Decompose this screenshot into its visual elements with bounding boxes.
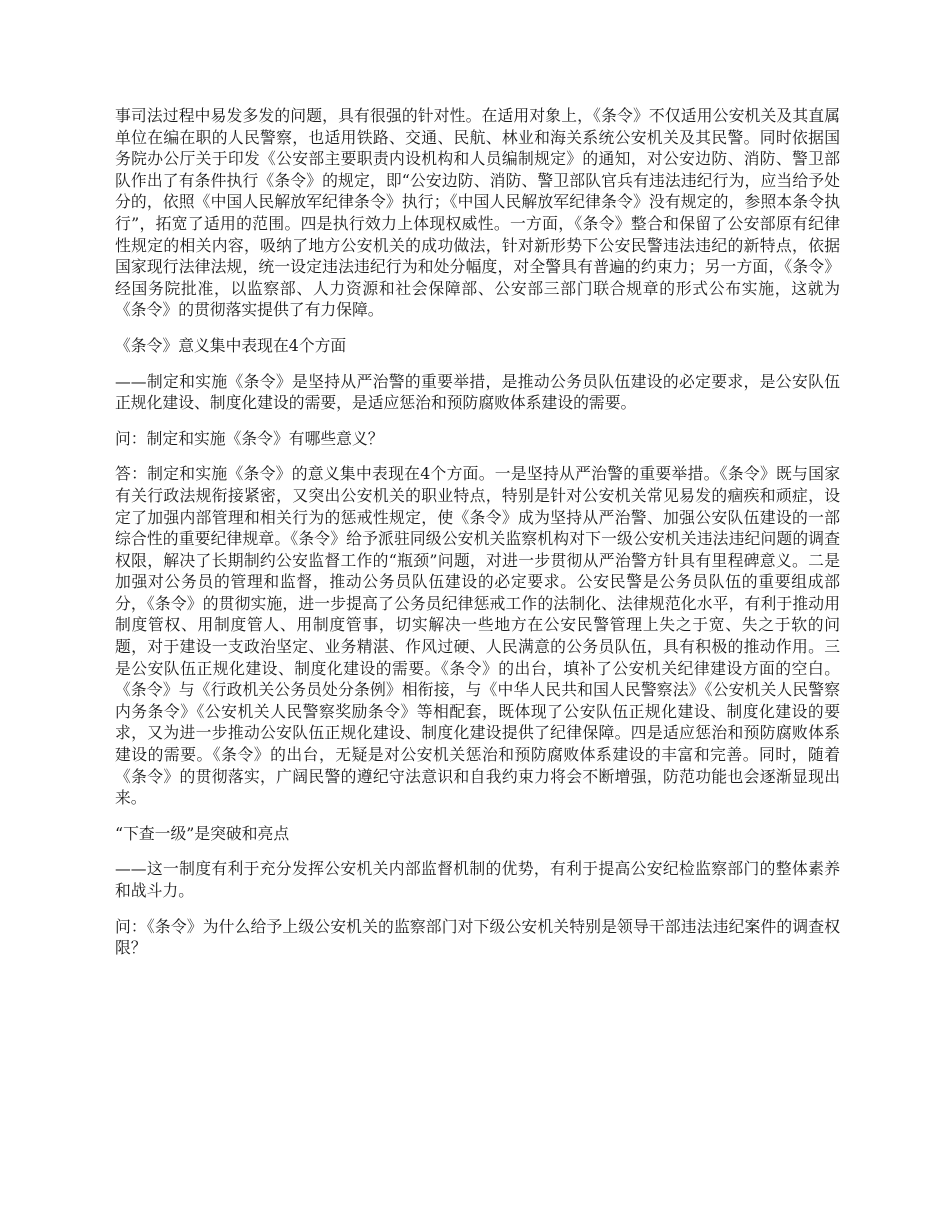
question-paragraph: 问：《条令》为什么给予上级公安机关的监察部门对下级公安机关特别是领导干部违法违纪案件的调查权限？: [115, 916, 840, 958]
question-paragraph: 问：制定和实施《条令》有哪些意义？: [115, 428, 384, 448]
section-heading: 《条令》意义集中表现在4个方面: [115, 335, 347, 355]
section-summary: ——这一制度有利于充分发挥公安机关内部监督机制的优势，有利于提高公安纪检监察部门的整体素养和战斗力。: [115, 859, 840, 900]
answer-paragraph: 答：制定和实施《条令》的意义集中表现在4个方面。一是坚持从严治警的重要举措。《条令》既与国家有关行政法规衔接紧密，又突出公安机关的职业特点，特别是针对公安机关常见易发的痼疾和顽症，设定了加强内部管理和相关行为的惩戒性规定，使《条令》成为坚持从严治警、加强公安队伍建设的一部综合性的重要纪律规章。《条令》给予派驻同级公安机关监察机构对下一级公安机关违法违纪问题的调查权限，解决了长期制约公安监督工作的“瓶颈”问题，对进一步贯彻从严治警方针具有里程碑意义。二是加强对公务员的管理和监督，推动公务员队伍建设的必定要求。公安民警是公务员队伍的重要组成部分，《条令》的贯彻实施，进一步提高了公务员纪律惩戒工作的法制化、法律规范化水平，有利于推动用制度管权、用制度管人、用制度管事，切实解决一些地方在公安民警管理上失之于宽、失之于软的问题，对于建设一支政治坚定、业务精湛、作风过硬、人民满意的公务员队伍，具有积极的推动作用。三是公安队伍正规化建设、制度化建设的需要。《条令》的出台，填补了公安机关纪律建设方面的空白。《条令》与《行政机关公务员处分条例》相衔接，与《中华人民共和国人民警察法》《公安机关人民警察内务条令》《公安机关人民警察奖励条令》等相配套，既体现了公安队伍正规化建设、制度化建设的要求，又为进一步推动公安队伍正规化建设、制度化建设提供了纪律保障。四是适应惩治和预防腐败体系建设的需要。《条令》的出台，无疑是对公安机关惩治和预防腐败体系建设的丰富和完善。同时，随着《条令》的贯彻落实，广阔民警的遵纪守法意识和自我约束力将会不断增强，防范功能也会逐渐显现出来。: [115, 464, 840, 808]
section-heading: “下查一级”是突破和亮点: [115, 823, 290, 843]
body-paragraph: 事司法过程中易发多发的问题，具有很强的针对性。在适用对象上，《条令》不仅适用公安机关及其直属单位在编在职的人民警察，也适用铁路、交通、民航、林业和海关系统公安机关及其民警。同时依据国务院办公厅关于印发《公安部主要职责内设机构和人员编制规定》的通知，对公安边防、消防、警卫部队作出了有条件执行《条令》的规定，即“公安边防、消防、警卫部队官兵有违法违纪行为，应当给予处分的，依照《中国人民解放军纪律条令》执行；《中国人民解放军纪律条令》没有规定的，参照本条令执行”，拓宽了适用的范围。四是执行效力上体现权威性。一方面，《条令》整合和保留了公安部原有纪律性规定的相关内容，吸纳了地方公安机关的成功做法，针对新形势下公安民警违法违纪的新特点，依据国家现行法律法规，统一设定违法违纪行为和处分幅度，对全警具有普遍的约束力；另一方面，《条令》经国务院批准，以监察部、人力资源和社会保障部、公安部三部门联合规章的形式公布实施，这就为《条令》的贯彻落实提供了有力保障。: [115, 106, 840, 320]
document-page: [115, 105, 840, 973]
section-summary: ——制定和实施《条令》是坚持从严治警的重要举措，是推动公务员队伍建设的必定要求，是公安队伍正规化建设、制度化建设的需要，是适应惩治和预防腐败体系建设的需要。: [115, 371, 840, 413]
